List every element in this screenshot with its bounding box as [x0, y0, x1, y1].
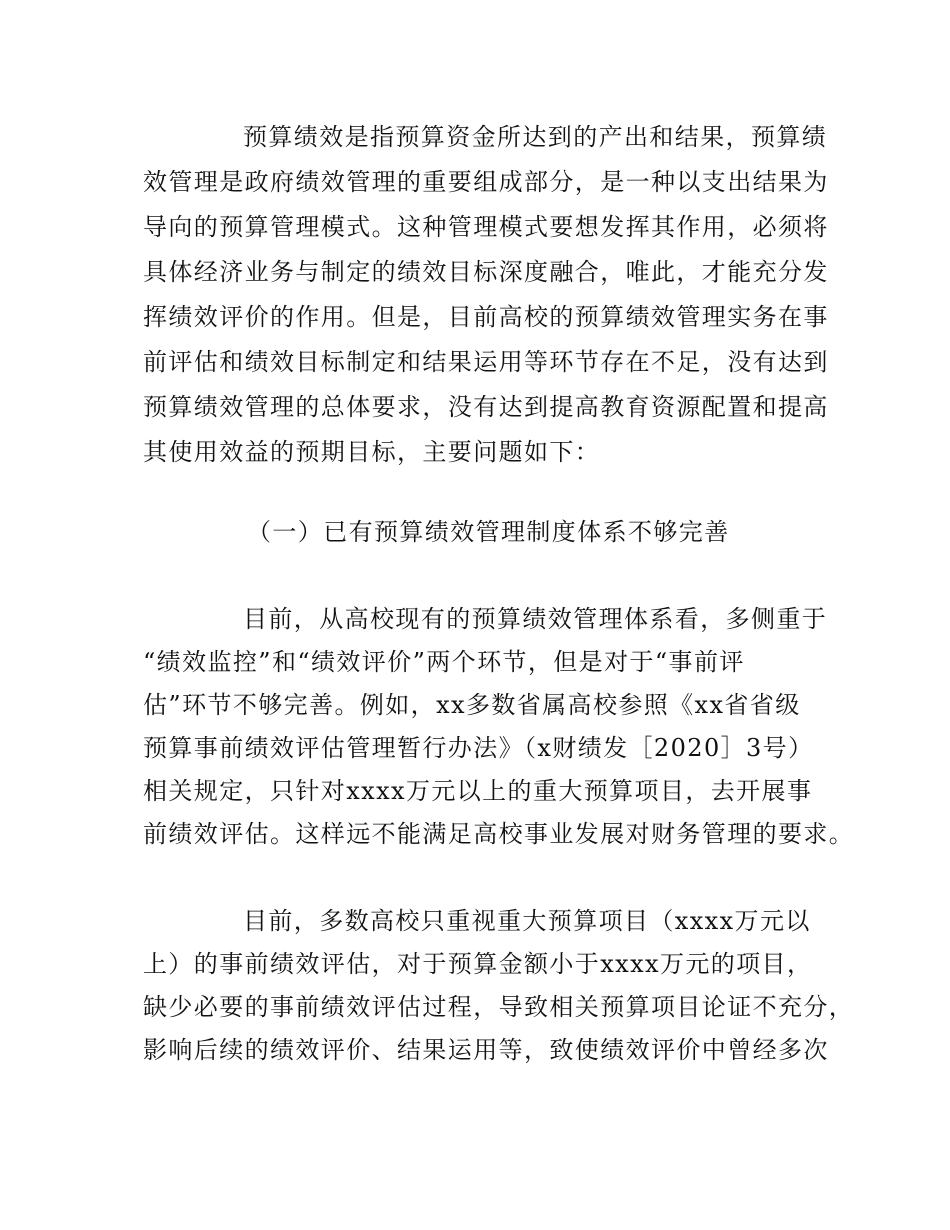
paragraph-3-line-3: 缺少必要的事前绩效评估过程，导致相关预算项目论证不充分，	[143, 993, 855, 1021]
paragraph-1-line-7: 预算绩效管理的总体要求，没有达到提高教育资源配置和提高	[143, 393, 829, 421]
paragraph-2-line-4: 预算事前绩效评估管理暂行办法》（x财绩发［2020］3号）	[143, 734, 814, 762]
paragraph-2-line-6: 前绩效评估。这样远不能满足高校事业发展对财务管理的要求。	[143, 820, 855, 848]
paragraph-2-line-1: 目前，从高校现有的预算绩效管理体系看，多侧重于	[243, 605, 828, 633]
paragraph-1-line-3: 导向的预算管理模式。这种管理模式要想发挥其作用，必须将	[143, 213, 829, 241]
section-heading: （一）已有预算绩效管理制度体系不够完善	[247, 518, 730, 546]
paragraph-1-line-4: 具体经济业务与制定的绩效目标深度融合，唯此，才能充分发	[143, 258, 829, 286]
paragraph-2-line-2: “绩效监控”和“绩效评价”两个环节，但是对于“事前评	[143, 648, 745, 676]
paragraph-3-line-4: 影响后续的绩效评价、结果运用等，致使绩效评价中曾经多次	[143, 1036, 829, 1064]
paragraph-3-line-2: 上）的事前绩效评估，对于预算金额小于xxxx万元的项目，	[143, 950, 813, 978]
paragraph-1-line-8: 其使用效益的预期目标，主要问题如下：	[143, 438, 601, 466]
paragraph-1-line-2: 效管理是政府绩效管理的重要组成部分，是一种以支出结果为	[143, 168, 829, 196]
paragraph-1-line-5: 挥绩效评价的作用。但是，目前高校的预算绩效管理实务在事	[143, 303, 829, 331]
paragraph-2-line-5: 相关规定，只针对xxxx万元以上的重大预算项目，去开展事	[143, 777, 813, 805]
paragraph-1-line-1: 预算绩效是指预算资金所达到的产出和结果，预算绩	[243, 123, 828, 151]
paragraph-1-line-6: 前评估和绩效目标制定和结果运用等环节存在不足，没有达到	[143, 348, 829, 376]
paragraph-2-line-3: 估”环节不够完善。例如，xx多数省属高校参照《xx省省级	[143, 691, 801, 719]
paragraph-3-line-1: 目前，多数高校只重视重大预算项目（xxxx万元以	[243, 907, 811, 935]
